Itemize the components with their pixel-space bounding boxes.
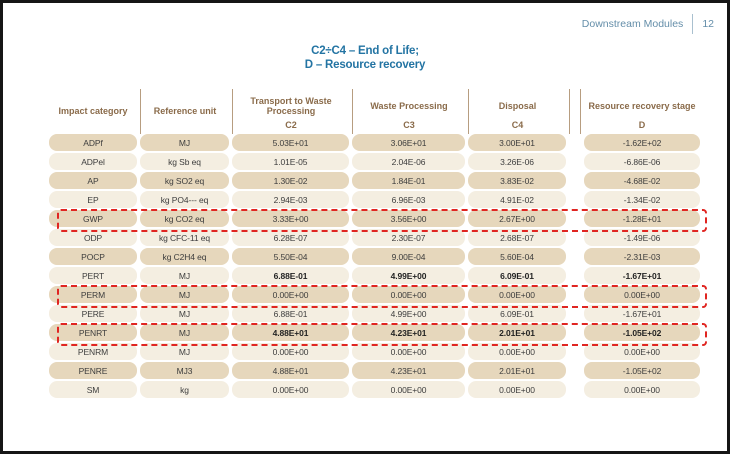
value-cell-c3: 4.23E+01 bbox=[352, 324, 465, 341]
value-cell-c4: 6.09E-01 bbox=[468, 267, 566, 284]
column-header-reference-unit bbox=[140, 89, 229, 134]
title-line-1: C2÷C4 – End of Life; bbox=[311, 45, 419, 57]
impact-category-cell: PERM bbox=[49, 286, 137, 303]
impact-category-cell: PENRT bbox=[49, 324, 137, 341]
column-header-C2 bbox=[232, 89, 349, 134]
value-cell-c4: 6.09E-01 bbox=[468, 305, 566, 322]
page-title bbox=[3, 44, 727, 72]
column-header-label bbox=[355, 91, 463, 120]
impact-category-cell: PENRE bbox=[49, 362, 137, 379]
column-gap bbox=[569, 381, 581, 398]
value-cell-c3: 6.96E-03 bbox=[352, 191, 465, 208]
table-row-ap bbox=[49, 172, 700, 189]
value-cell-c2: 0.00E+00 bbox=[232, 381, 349, 398]
column-header-text: Transport to Waste Processing bbox=[250, 95, 332, 116]
value-cell-c3: 4.99E+00 bbox=[352, 305, 465, 322]
column-gap bbox=[569, 210, 581, 227]
page-header bbox=[582, 14, 714, 34]
impact-category-cell: EP bbox=[49, 191, 137, 208]
value-cell-d: -1.67E+01 bbox=[584, 267, 700, 284]
title-line-2: D – Resource recovery bbox=[304, 59, 426, 71]
page-number: 12 bbox=[702, 18, 714, 30]
value-cell-c4: 0.00E+00 bbox=[468, 381, 566, 398]
value-cell-c4: 2.67E+00 bbox=[468, 210, 566, 227]
value-cell-d: 0.00E+00 bbox=[584, 286, 700, 303]
reference-unit-cell: MJ bbox=[140, 286, 229, 303]
column-gap bbox=[569, 324, 581, 341]
value-cell-c4: 3.00E+01 bbox=[468, 134, 566, 151]
column-header-text: Waste Processing bbox=[370, 100, 448, 111]
column-gap bbox=[569, 248, 581, 265]
value-cell-c3: 4.99E+00 bbox=[352, 267, 465, 284]
table-row-pocp bbox=[49, 248, 700, 265]
reference-unit-cell: MJ bbox=[140, 324, 229, 341]
column-header-D bbox=[584, 89, 700, 134]
column-header-label bbox=[51, 91, 135, 131]
value-cell-d: 0.00E+00 bbox=[584, 381, 700, 398]
value-cell-d: -2.31E-03 bbox=[584, 248, 700, 265]
value-cell-c2: 4.88E+01 bbox=[232, 362, 349, 379]
impact-category-cell: PENRM bbox=[49, 343, 137, 360]
value-cell-c2: 2.94E-03 bbox=[232, 191, 349, 208]
header-divider bbox=[692, 14, 693, 34]
reference-unit-cell: kg CO2 eq bbox=[140, 210, 229, 227]
table-row-gwp bbox=[49, 210, 700, 227]
table-row-penrt bbox=[49, 324, 700, 341]
table-row-sm bbox=[49, 381, 700, 398]
value-cell-c3: 2.04E-06 bbox=[352, 153, 465, 170]
table-body bbox=[49, 134, 700, 398]
column-gap bbox=[569, 172, 581, 189]
column-gap bbox=[569, 305, 581, 322]
value-cell-c3: 0.00E+00 bbox=[352, 286, 465, 303]
column-gap bbox=[569, 229, 581, 246]
table-row-ep bbox=[49, 191, 700, 208]
value-cell-d: -1.49E-06 bbox=[584, 229, 700, 246]
value-cell-c4: 2.01E+01 bbox=[468, 362, 566, 379]
column-header-text: Reference unit bbox=[153, 106, 217, 116]
column-header-label bbox=[235, 91, 347, 120]
column-header-text: Disposal bbox=[498, 100, 537, 111]
column-header-impact-category bbox=[49, 89, 137, 134]
column-subheader-text: C4 bbox=[511, 120, 524, 130]
impact-category-cell: PERT bbox=[49, 267, 137, 284]
column-subheader-text: C2 bbox=[285, 120, 297, 130]
table-row-pere bbox=[49, 305, 700, 322]
value-cell-d: -6.86E-06 bbox=[584, 153, 700, 170]
value-cell-c2: 6.88E-01 bbox=[232, 305, 349, 322]
reference-unit-cell: MJ bbox=[140, 343, 229, 360]
value-cell-c2: 1.30E-02 bbox=[232, 172, 349, 189]
value-cell-d: -1.67E+01 bbox=[584, 305, 700, 322]
column-header-label bbox=[143, 91, 227, 131]
column-header-label bbox=[586, 91, 698, 120]
value-cell-c3: 2.30E-07 bbox=[352, 229, 465, 246]
value-cell-c3: 1.84E-01 bbox=[352, 172, 465, 189]
column-subheader-text: C3 bbox=[403, 120, 415, 130]
value-cell-c2: 5.50E-04 bbox=[232, 248, 349, 265]
value-cell-c4: 2.01E+01 bbox=[468, 324, 566, 341]
header-column-gap bbox=[569, 89, 581, 134]
value-cell-c2: 1.01E-05 bbox=[232, 153, 349, 170]
reference-unit-cell: kg SO2 eq bbox=[140, 172, 229, 189]
reference-unit-cell: MJ3 bbox=[140, 362, 229, 379]
column-gap bbox=[569, 134, 581, 151]
reference-unit-cell: kg C2H4 eq bbox=[140, 248, 229, 265]
impact-category-cell: PERE bbox=[49, 305, 137, 322]
reference-unit-cell: MJ bbox=[140, 134, 229, 151]
value-cell-c4: 2.68E-07 bbox=[468, 229, 566, 246]
column-header-C3 bbox=[352, 89, 465, 134]
value-cell-d: -1.34E-02 bbox=[584, 191, 700, 208]
impact-category-cell: GWP bbox=[49, 210, 137, 227]
column-header-C4 bbox=[468, 89, 566, 134]
column-gap bbox=[569, 286, 581, 303]
value-cell-c2: 0.00E+00 bbox=[232, 286, 349, 303]
reference-unit-cell: kg bbox=[140, 381, 229, 398]
value-cell-d: -1.05E+02 bbox=[584, 324, 700, 341]
value-cell-c3: 0.00E+00 bbox=[352, 343, 465, 360]
value-cell-c2: 6.28E-07 bbox=[232, 229, 349, 246]
value-cell-c2: 3.33E+00 bbox=[232, 210, 349, 227]
value-cell-c3: 0.00E+00 bbox=[352, 381, 465, 398]
value-cell-d: -1.62E+02 bbox=[584, 134, 700, 151]
table-row-penrm bbox=[49, 343, 700, 360]
table-row-adpel bbox=[49, 153, 700, 170]
impact-category-cell: ADPf bbox=[49, 134, 137, 151]
column-gap bbox=[569, 343, 581, 360]
section-label: Downstream Modules bbox=[581, 18, 684, 30]
impact-category-cell: SM bbox=[49, 381, 137, 398]
column-gap bbox=[569, 362, 581, 379]
impact-category-cell: ODP bbox=[49, 229, 137, 246]
reference-unit-cell: MJ bbox=[140, 305, 229, 322]
column-subheader-text: D bbox=[638, 120, 646, 130]
impact-table bbox=[49, 89, 700, 400]
column-header-label bbox=[471, 91, 564, 120]
column-gap bbox=[569, 191, 581, 208]
value-cell-c2: 4.88E+01 bbox=[232, 324, 349, 341]
value-cell-c2: 5.03E+01 bbox=[232, 134, 349, 151]
impact-category-cell: AP bbox=[49, 172, 137, 189]
value-cell-d: -4.68E-02 bbox=[584, 172, 700, 189]
value-cell-c4: 4.91E-02 bbox=[468, 191, 566, 208]
column-header-text: Resource recovery stage bbox=[588, 100, 696, 111]
value-cell-d: 0.00E+00 bbox=[584, 343, 700, 360]
column-header-text: Impact category bbox=[58, 106, 128, 116]
value-cell-c3: 3.56E+00 bbox=[352, 210, 465, 227]
value-cell-c4: 3.83E-02 bbox=[468, 172, 566, 189]
value-cell-c4: 3.26E-06 bbox=[468, 153, 566, 170]
value-cell-c3: 3.06E+01 bbox=[352, 134, 465, 151]
table-header bbox=[49, 89, 700, 134]
value-cell-c2: 6.88E-01 bbox=[232, 267, 349, 284]
column-gap bbox=[569, 153, 581, 170]
value-cell-c4: 5.60E-04 bbox=[468, 248, 566, 265]
value-cell-c3: 4.23E+01 bbox=[352, 362, 465, 379]
impact-category-cell: ADPel bbox=[49, 153, 137, 170]
value-cell-d: -1.28E+01 bbox=[584, 210, 700, 227]
value-cell-c3: 9.00E-04 bbox=[352, 248, 465, 265]
column-gap bbox=[569, 267, 581, 284]
reference-unit-cell: MJ bbox=[140, 267, 229, 284]
impact-category-cell: POCP bbox=[49, 248, 137, 265]
table-row-penre bbox=[49, 362, 700, 379]
value-cell-c4: 0.00E+00 bbox=[468, 286, 566, 303]
table-row-perm bbox=[49, 286, 700, 303]
table-row-pert bbox=[49, 267, 700, 284]
reference-unit-cell: kg CFC-11 eq bbox=[140, 229, 229, 246]
reference-unit-cell: kg Sb eq bbox=[140, 153, 229, 170]
reference-unit-cell: kg PO4--- eq bbox=[140, 191, 229, 208]
value-cell-d: -1.05E+02 bbox=[584, 362, 700, 379]
value-cell-c4: 0.00E+00 bbox=[468, 343, 566, 360]
table-row-adpf bbox=[49, 134, 700, 151]
table-row-odp bbox=[49, 229, 700, 246]
value-cell-c2: 0.00E+00 bbox=[232, 343, 349, 360]
